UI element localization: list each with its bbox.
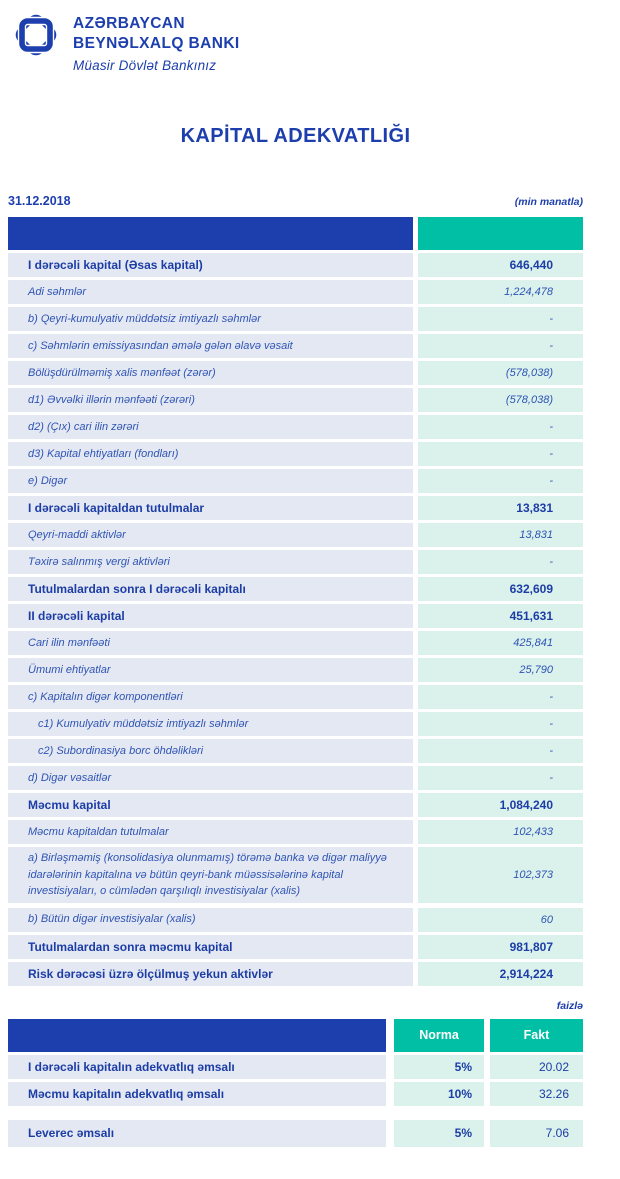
table-row bbox=[8, 253, 583, 277]
table-row bbox=[8, 908, 583, 932]
table-row bbox=[8, 658, 583, 682]
table-row bbox=[8, 1055, 583, 1079]
row-label-cell bbox=[8, 935, 413, 959]
bank-tagline: Müasir Dövlət Bankınız bbox=[73, 58, 217, 73]
row-label-cell bbox=[8, 469, 413, 493]
row-label: Təxirə salınmış vergi aktivləri bbox=[28, 555, 170, 568]
row-label: I dərəcəli kapitaldan tutulmalar bbox=[28, 501, 205, 515]
row-value: (578,038) bbox=[505, 367, 553, 379]
report-page bbox=[8, 0, 583, 1147]
row-label-cell bbox=[8, 415, 413, 439]
row-norma-value: 5% bbox=[454, 1059, 472, 1074]
row-value-cell bbox=[418, 496, 583, 520]
row-label: c) Səhmlərin emissiyasından əmələ gələn əlavə vəsait bbox=[28, 339, 293, 352]
table-row bbox=[8, 307, 583, 331]
row-label: Tutulmalardan sonra I dərəcəli kapitalı bbox=[28, 582, 246, 596]
row-value: - bbox=[549, 313, 553, 325]
row-value-cell bbox=[418, 442, 583, 466]
row-fakt-cell bbox=[490, 1055, 583, 1079]
row-label-cell bbox=[8, 253, 413, 277]
bank-name-line2: BEYNƏLXALQ BANKI bbox=[73, 35, 240, 52]
row-norma-cell bbox=[394, 1120, 484, 1147]
row-label-cell bbox=[8, 1055, 386, 1079]
row-label: d1) Əvvəlki illərin mənfəəti (zərəri) bbox=[28, 393, 195, 406]
row-label: Risk dərəcəsi üzrə ölçülmuş yekun aktivlər bbox=[28, 966, 273, 981]
row-label-cell bbox=[8, 847, 413, 903]
table-row bbox=[8, 577, 583, 601]
meta-row bbox=[8, 194, 583, 208]
row-value: 451,631 bbox=[509, 609, 553, 623]
table-row bbox=[8, 739, 583, 763]
row-label: c1) Kumulyativ müddətsiz imtiyazlı səhmlər bbox=[38, 717, 249, 730]
row-value-cell bbox=[418, 739, 583, 763]
row-label-cell bbox=[8, 280, 413, 304]
row-value-cell bbox=[418, 415, 583, 439]
row-label-cell bbox=[8, 766, 413, 790]
row-value: 102,373 bbox=[513, 868, 553, 881]
ratio-table-header bbox=[8, 1019, 583, 1052]
row-value: 13,831 bbox=[516, 501, 553, 515]
row-value-cell bbox=[418, 469, 583, 493]
table-row bbox=[8, 388, 583, 412]
row-label-cell bbox=[8, 793, 413, 817]
row-norma-cell bbox=[394, 1082, 484, 1106]
ratio-header-norma: Norma bbox=[394, 1019, 484, 1052]
row-norma-value: 5% bbox=[454, 1126, 472, 1140]
row-fakt-value: 20.02 bbox=[538, 1059, 569, 1074]
row-value: - bbox=[549, 745, 553, 757]
row-label: I dərəcəli kapital (Əsas kapital) bbox=[28, 258, 203, 272]
row-value-cell bbox=[418, 388, 583, 412]
row-label: Qeyri-maddi aktivlər bbox=[28, 528, 126, 541]
row-value: - bbox=[549, 772, 553, 784]
row-label-cell bbox=[8, 962, 413, 986]
row-value-cell bbox=[418, 280, 583, 304]
bank-name-line1: AZƏRBAYCAN bbox=[73, 15, 185, 32]
table-row bbox=[8, 685, 583, 709]
row-value-cell bbox=[418, 550, 583, 574]
row-value-cell bbox=[418, 631, 583, 655]
row-label: d2) (Çıx) cari ilin zərəri bbox=[28, 420, 139, 433]
woven-star-knot-icon bbox=[8, 5, 64, 65]
unit-note: (min manatla) bbox=[514, 196, 583, 208]
capital-table bbox=[8, 217, 583, 986]
row-label: d3) Kapital ehtiyatları (fondları) bbox=[28, 447, 179, 460]
row-value-cell bbox=[418, 577, 583, 601]
row-value-cell bbox=[418, 253, 583, 277]
ratio-header-left-band bbox=[8, 1019, 386, 1052]
row-label-cell bbox=[8, 685, 413, 709]
row-label: Adi səhmlər bbox=[28, 285, 87, 298]
report-date: 31.12.2018 bbox=[8, 194, 71, 208]
row-fakt-value: 32.26 bbox=[538, 1086, 569, 1101]
row-norma-cell bbox=[394, 1055, 484, 1079]
page-title: KAPİTAL ADEKVATLIĞI bbox=[180, 125, 411, 147]
capital-header-value-band bbox=[418, 217, 583, 250]
table-row bbox=[8, 442, 583, 466]
row-label: d) Digər vəsaitlər bbox=[28, 771, 112, 784]
row-label: Cari ilin mənfəəti bbox=[28, 636, 110, 649]
capital-table-header bbox=[8, 217, 583, 250]
row-label-cell bbox=[8, 550, 413, 574]
row-label-cell bbox=[8, 739, 413, 763]
row-value: - bbox=[549, 340, 553, 352]
row-value-cell bbox=[418, 334, 583, 358]
row-value: - bbox=[549, 475, 553, 487]
row-value-cell bbox=[418, 908, 583, 932]
row-label-cell bbox=[8, 334, 413, 358]
table-row bbox=[8, 415, 583, 439]
row-value: - bbox=[549, 556, 553, 568]
row-label: Məcmu kapitaldan tutulmalar bbox=[28, 825, 169, 838]
table-row bbox=[8, 334, 583, 358]
table-row bbox=[8, 604, 583, 628]
row-value: - bbox=[549, 448, 553, 460]
row-label: e) Digər bbox=[28, 474, 68, 487]
row-value-cell bbox=[418, 847, 583, 903]
table-row bbox=[8, 935, 583, 959]
row-value-cell bbox=[418, 935, 583, 959]
row-label: Bölüşdürülməmiş xalis mənfəət (zərər) bbox=[28, 366, 216, 379]
capital-header-left-band bbox=[8, 217, 413, 250]
leverage-row bbox=[8, 1120, 583, 1147]
row-label-cell bbox=[8, 1120, 386, 1147]
percent-note: faizlə bbox=[556, 999, 583, 1012]
row-value-cell bbox=[418, 793, 583, 817]
row-label-cell bbox=[8, 361, 413, 385]
row-value: 425,841 bbox=[513, 637, 553, 649]
row-label: Məcmu kapitalın adekvatlıq əmsalı bbox=[28, 1086, 225, 1101]
row-label: I dərəcəli kapitalın adekvatlıq əmsalı bbox=[28, 1059, 235, 1074]
row-fakt-value: 7.06 bbox=[545, 1126, 569, 1140]
row-label: II dərəcəli kapital bbox=[28, 609, 125, 623]
row-value: - bbox=[549, 718, 553, 730]
row-label: Leverec əmsalı bbox=[28, 1126, 115, 1140]
row-value-cell bbox=[418, 523, 583, 547]
row-value-cell bbox=[418, 361, 583, 385]
table-row bbox=[8, 469, 583, 493]
row-label-cell bbox=[8, 307, 413, 331]
row-label-cell bbox=[8, 388, 413, 412]
row-label: c) Kapitalın digər komponentləri bbox=[28, 690, 183, 703]
table-row bbox=[8, 847, 583, 903]
row-label: Tutulmalardan sonra məcmu kapital bbox=[28, 939, 233, 954]
table-row bbox=[8, 280, 583, 304]
row-value-cell bbox=[418, 658, 583, 682]
row-label-cell bbox=[8, 631, 413, 655]
row-fakt-cell bbox=[490, 1082, 583, 1106]
bank-brand-header bbox=[8, 4, 583, 73]
row-value: 632,609 bbox=[509, 582, 553, 596]
ratio-header-fakt: Fakt bbox=[490, 1019, 583, 1052]
row-label-cell bbox=[8, 712, 413, 736]
row-norma-value: 10% bbox=[447, 1086, 472, 1101]
table-row bbox=[8, 793, 583, 817]
row-label: b) Bütün digər investisiyalar (xalis) bbox=[28, 913, 196, 926]
row-value: 102,433 bbox=[513, 826, 553, 838]
row-label: Məcmu kapital bbox=[28, 798, 111, 812]
table-row bbox=[8, 820, 583, 844]
row-label-cell bbox=[8, 523, 413, 547]
row-label: Ümumi ehtiyatlar bbox=[28, 663, 111, 676]
row-value: 2,914,224 bbox=[499, 966, 553, 981]
row-value: (578,038) bbox=[505, 394, 553, 406]
table-row bbox=[8, 766, 583, 790]
row-fakt-cell bbox=[490, 1120, 583, 1147]
table-row bbox=[8, 550, 583, 574]
row-value-cell bbox=[418, 766, 583, 790]
row-value: 646,440 bbox=[509, 258, 553, 272]
row-value: 1,224,478 bbox=[504, 286, 553, 298]
table-row bbox=[8, 631, 583, 655]
row-value-cell bbox=[418, 685, 583, 709]
table-row bbox=[8, 361, 583, 385]
row-value-cell bbox=[418, 604, 583, 628]
row-value: - bbox=[549, 421, 553, 433]
row-label-cell bbox=[8, 496, 413, 520]
row-label-cell bbox=[8, 604, 413, 628]
table-row bbox=[8, 712, 583, 736]
ratio-table-body bbox=[8, 1055, 583, 1106]
row-value-cell bbox=[418, 962, 583, 986]
row-label: a) Birləşməmiş (konsolidasiya olunmamış) törəmə banka və digər maliyyə idarələrinin kapitalına və bütün qeyri-bank müəssisələrinə kapital investisiyaları, o cümlədən qarşılıqlı investisiyalar (xalis) bbox=[28, 852, 387, 897]
row-value-cell bbox=[418, 820, 583, 844]
row-label-cell bbox=[8, 577, 413, 601]
table-row bbox=[8, 496, 583, 520]
row-value-cell bbox=[418, 712, 583, 736]
row-label-cell bbox=[8, 1082, 386, 1106]
capital-table-body bbox=[8, 253, 583, 986]
table-row bbox=[8, 523, 583, 547]
row-value: 60 bbox=[540, 913, 553, 926]
bank-name-block bbox=[73, 4, 240, 73]
row-label: b) Qeyri-kumulyativ müddətsiz imtiyazlı səhmlər bbox=[28, 312, 261, 325]
ratio-table bbox=[8, 1019, 583, 1147]
row-value: - bbox=[549, 691, 553, 703]
row-label-cell bbox=[8, 908, 413, 932]
table-row bbox=[8, 962, 583, 986]
row-value: 25,790 bbox=[519, 664, 553, 676]
row-label-cell bbox=[8, 658, 413, 682]
row-value: 13,831 bbox=[519, 529, 553, 541]
row-value: 1,084,240 bbox=[499, 798, 553, 812]
row-label: c2) Subordinasiya borc öhdəlikləri bbox=[38, 744, 204, 757]
row-value: 981,807 bbox=[509, 939, 553, 954]
row-value-cell bbox=[418, 307, 583, 331]
row-label-cell bbox=[8, 442, 413, 466]
row-label-cell bbox=[8, 820, 413, 844]
table-row bbox=[8, 1082, 583, 1106]
